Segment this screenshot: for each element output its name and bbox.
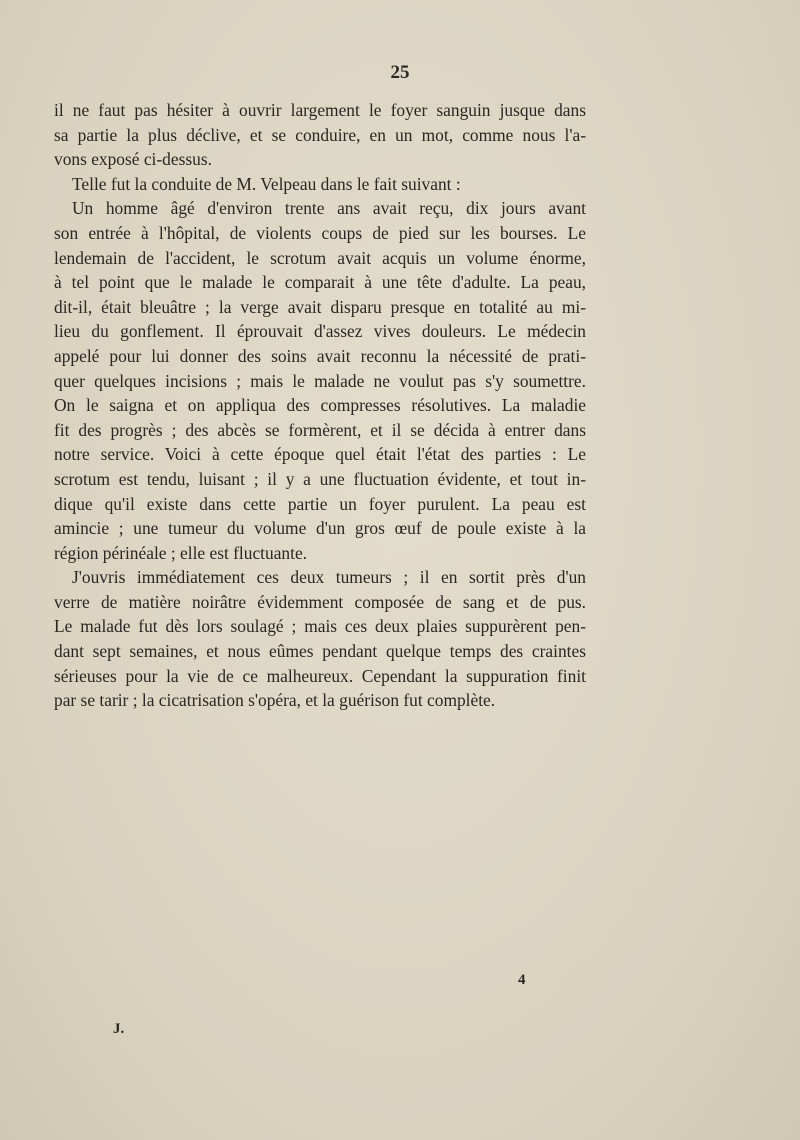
text-line: sa partie la plus déclive, et se conduire, en un mot, comme nous l'a- [54, 124, 586, 145]
text-line: lendemain de l'accident, le scrotum avait acquis un volume énorme, [54, 247, 586, 268]
text-line: fit des progrès ; des abcès se formèrent, et il se décida à entrer dans [54, 419, 586, 440]
text-line: lieu du gonflement. Il éprouvait d'assez vives douleurs. Le médecin [54, 321, 586, 342]
signature-letter: J. [113, 1021, 125, 1037]
text-line: Un homme âgé d'environ trente ans avait reçu, dix jours avant [72, 198, 586, 219]
text-line: J'ouvris immédiatement ces deux tumeurs ; il en sortit près d'un [72, 567, 586, 588]
page-number: 25 [390, 62, 410, 83]
text-line: quer quelques incisions ; mais le malade ne voulut pas s'y soumettre. [54, 370, 586, 391]
text-line: dant sept semaines, et nous eûmes pendant quelque temps des craintes [54, 641, 586, 662]
text-line: On le saigna et on appliqua des compresses résolutives. La maladie [54, 395, 586, 416]
text-line: notre service. Voici à cette époque quel était l'état des parties : Le [54, 444, 586, 465]
text-line: Le malade fut dès lors soulagé ; mais ces deux plaies suppurèrent pen- [54, 616, 586, 637]
text-line: vons exposé ci-dessus. [54, 149, 212, 170]
signature-number: 4 [518, 972, 526, 988]
text-line: région périnéale ; elle est fluctuante. [54, 542, 308, 563]
text-line: il ne faut pas hésiter à ouvrir largement le foyer sanguin jusque dans [54, 100, 586, 120]
text-line: scrotum est tendu, luisant ; il y a une fluctuation évidente, et tout in- [54, 468, 586, 489]
text-line: à tel point que le malade le comparait à une tête d'adulte. La peau, [54, 272, 586, 293]
text-line: par se tarir ; la cicatrisation s'opéra, et la guérison fut complète. [54, 690, 496, 711]
text-line: dit-il, était bleuâtre ; la verge avait disparu presque en totalité au mi- [54, 296, 586, 317]
text-line: verre de matière noirâtre évidemment composée de sang et de pus. [54, 591, 586, 612]
text-line: amincie ; une tumeur du volume d'un gros œuf de poule existe à la [54, 518, 586, 539]
text-line: Telle fut la conduite de M. Velpeau dans le fait suivant : [72, 173, 461, 194]
text-line: appelé pour lui donner des soins avait reconnu la nécessité de prati- [54, 345, 586, 366]
text-line: son entrée à l'hôpital, de violents coups de pied sur les bourses. Le [54, 222, 586, 243]
body-text [54, 98, 586, 713]
text-line: dique qu'il existe dans cette partie un foyer purulent. La peau est [54, 493, 586, 514]
text-line: sérieuses pour la vie de ce malheureux. Cependant la suppuration finit [54, 665, 586, 686]
